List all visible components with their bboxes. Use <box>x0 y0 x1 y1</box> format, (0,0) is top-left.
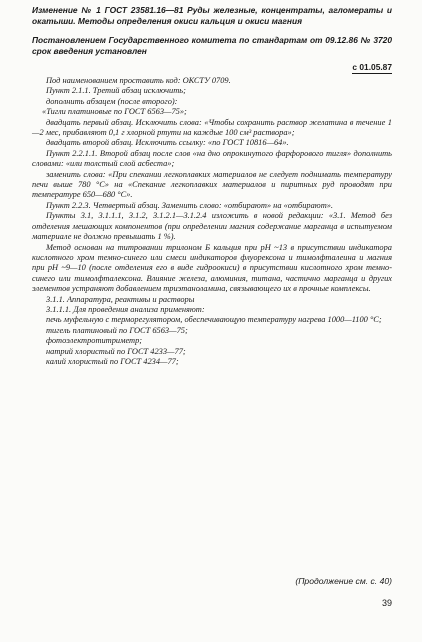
body-paragraph: 3.1.1. Аппаратура, реактивы и растворы <box>46 294 195 304</box>
body-paragraph: 3.1.1.1. Для проведения анализа применяют: <box>46 304 205 314</box>
body-paragraph: Под наименованием проставить код: ОКСТУ 0709. <box>46 76 231 85</box>
page-number: 39 <box>381 598 392 608</box>
body-paragraph: тигель платиновый по ГОСТ 6563—75; <box>46 325 188 335</box>
amendment-header <box>32 5 392 56</box>
body-paragraph: Пункт 2.1.1. Третий абзац исключить; <box>46 86 186 96</box>
body-paragraph: калий хлористый по ГОСТ 4234—77; <box>46 356 179 366</box>
body-paragraph: заменить слова: «При спекании легкоплавких материалов не следует поднимать температуру печи выше 780 °С» на «Спекание легкоплавких материалов и пиритных руд проводят при температуре 650—680 °С». <box>32 169 392 200</box>
body-paragraph: Пункт 2.2.3. Четвертый абзац. Заменить слово: «отбирают» на «отбирают». <box>46 200 334 210</box>
body-paragraph: печь муфельную с терморегулятором, обеспечивающую температуру нагрева 1000—1100 °С; <box>46 315 382 325</box>
body-paragraph: двадцать второй абзац. Исключить ссылку: «по ГОСТ 10816—64». <box>46 138 289 148</box>
body-paragraph: натрий хлористый по ГОСТ 4233—77; <box>46 346 186 356</box>
body-paragraph: фотоэлектротитриметр; <box>46 336 143 346</box>
body-paragraph: «Тигли платиновые по ГОСТ 6563—75»; <box>42 107 187 117</box>
body-paragraph: Пункт 2.2.1.1. Второй абзац после слов «на дно опрокинутого фарфорового тигля» дополнить словами: «или толстый слой асбеста»; <box>32 148 392 169</box>
effective-date-block <box>352 57 392 75</box>
amendment-title: Изменение № 1 ГОСТ 23581.16—81 Руды железные, концентраты, агломераты и окатыши. Методы определения окиси кальция и окиси магния <box>32 5 392 26</box>
continued-note: (Продолжение см. с. 40) <box>295 576 392 586</box>
decree-text: Постановлением Государственного комитета по стандартам от 09.12.86 № 3720 срок введения установлен <box>32 35 392 56</box>
body-paragraph: дополнить абзацем (после второго): <box>46 96 178 106</box>
document-body <box>32 76 392 367</box>
effective-date: с 01.05.87 <box>352 62 392 72</box>
body-paragraph: Метод основан на титровании трилоном Б кальция при рН ~13 в присутствии индикатора кислотного хром темно-синего или смеси индикаторов флуорексона и тимолфталеина и магния при рН ~9—10 (после отделения его в виде гидроокиси) в присутствии кислотного хром темно-синего или тимолфталексона. Влияние железа, алюминия, титана, частично марганца и других элементов устраняют добавлением триэтаноламина, связывающего их в прочные комплексы. <box>32 242 392 294</box>
body-paragraph: двадцать первый абзац. Исключить слова: «Чтобы сохранить раствор желатина в течение 1—2 мес, прибавляют 0,1 г хлорной ртути на каждые 100 см³ раствора»; <box>32 117 392 138</box>
body-paragraph: Пункты 3.1, 3.1.1.1, 3.1.2, 3.1.2.1—3.1.2.4 изложить в новой редакции: «3.1. Метод без отделения мешающих компонентов (при определении магния содержание марганца в испытуемом материале не должно превышать 1 %). <box>32 211 392 242</box>
